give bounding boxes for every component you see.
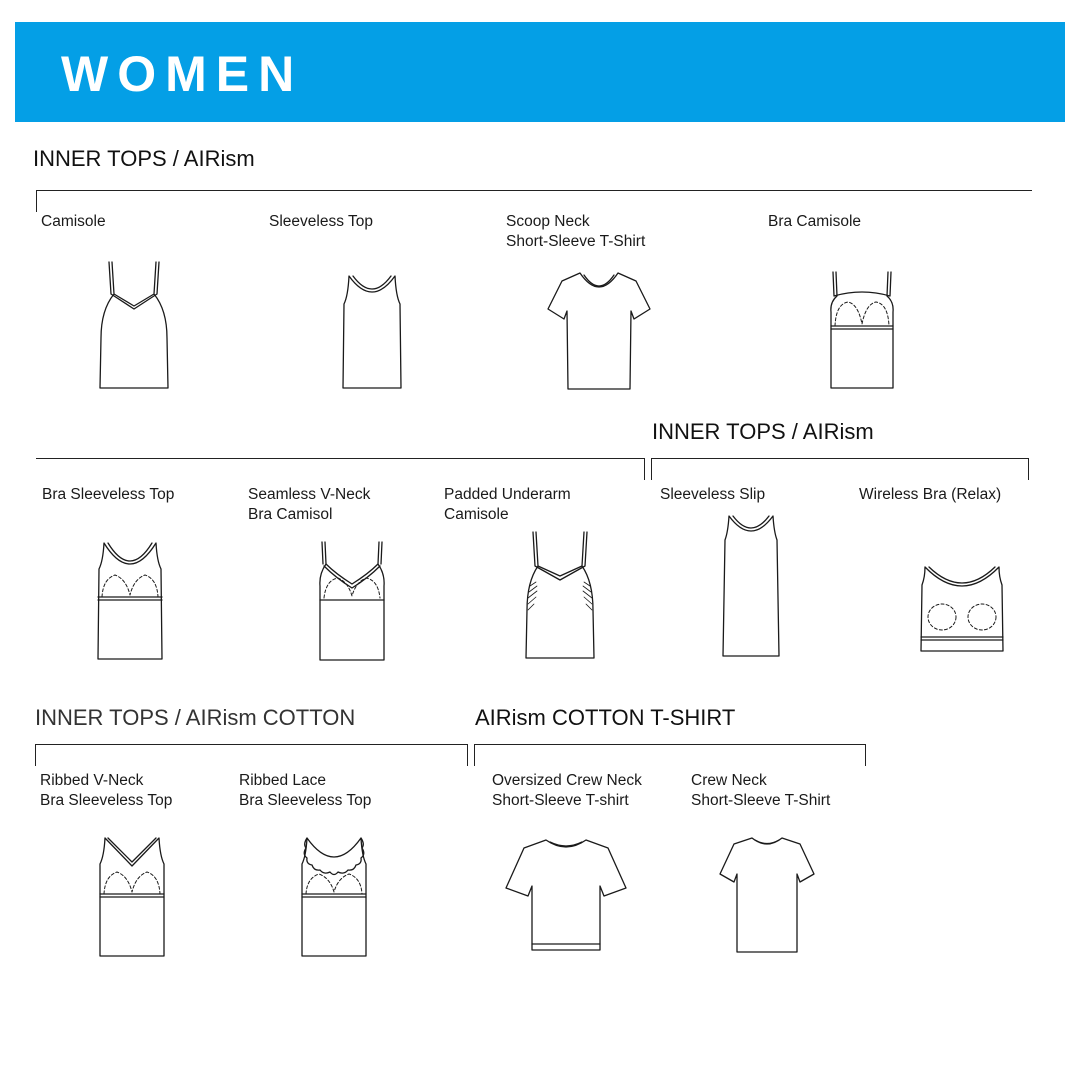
item-label-crew-neck: Crew Neck Short-Sleeve T-Shirt — [691, 772, 831, 809]
item-label-ribbed-vneck: Ribbed V-Neck Bra Sleeveless Top — [40, 772, 173, 809]
crew-neck-tshirt-icon — [718, 836, 816, 954]
section-title-inner-airism: INNER TOPS / AIRism — [33, 146, 255, 171]
item-label-ribbed-lace: Ribbed Lace Bra Sleeveless Top — [239, 772, 372, 809]
item-label-scoop-neck-tshirt: Scoop Neck Short-Sleeve T-Shirt — [506, 213, 646, 250]
seamless-vneck-bra-camisole-icon — [316, 540, 388, 662]
item-label-oversized-crew: Oversized Crew Neck Short-Sleeve T-shirt — [492, 772, 642, 809]
sleeveless-top-icon — [340, 274, 404, 390]
padded-underarm-camisole-icon — [522, 530, 598, 660]
ribbed-vneck-bra-top-icon — [96, 836, 168, 958]
camisole-icon — [97, 258, 171, 390]
item-label-sleeveless-slip: Sleeveless Slip — [660, 486, 766, 503]
oversized-crew-tshirt-icon — [504, 838, 628, 952]
item-label-sleeveless-top: Sleeveless Top — [269, 213, 373, 230]
section-bracket — [474, 744, 866, 766]
item-label-seamless-vneck: Seamless V-Neck Bra Camisol — [248, 486, 371, 523]
bra-camisole-icon — [828, 268, 896, 390]
section-bracket — [36, 458, 645, 480]
bra-sleeveless-top-icon — [95, 541, 165, 661]
section-bracket — [36, 190, 1032, 212]
item-label-camisole: Camisole — [41, 213, 106, 230]
section-title-inner-airism-2: INNER TOPS / AIRism — [652, 419, 874, 444]
wireless-bra-icon — [919, 565, 1005, 653]
item-label-padded-underarm: Padded Underarm Camisole — [444, 486, 571, 523]
sleeveless-slip-icon — [719, 514, 783, 658]
section-title-inner-airism-cotton: INNER TOPS / AIRism COTTON — [35, 705, 356, 730]
page-title: WOMEN — [61, 46, 304, 102]
ribbed-lace-bra-top-icon — [298, 836, 370, 958]
item-label-bra-camisole: Bra Camisole — [768, 213, 862, 230]
section-bracket — [35, 744, 468, 766]
header-banner — [15, 22, 1065, 122]
section-bracket — [651, 458, 1029, 480]
item-label-bra-sleeveless-top: Bra Sleeveless Top — [42, 486, 175, 503]
scoop-neck-tshirt-icon — [546, 271, 652, 391]
item-label-wireless-bra: Wireless Bra (Relax) — [859, 486, 1002, 503]
section-title-airism-cotton-tshirt: AIRism COTTON T-SHIRT — [475, 705, 736, 730]
